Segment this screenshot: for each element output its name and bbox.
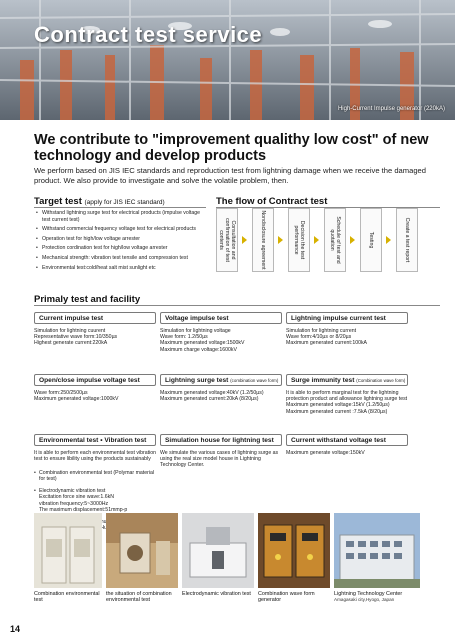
divider <box>34 207 206 208</box>
test-box-voltage-impulse: Voltage impulse test Simulation for lightning voltage Wave form: 1.2/50µs Maximum generated voltage:1500kV Maximum charge voltage:1600kV <box>160 312 282 353</box>
flow-title: The flow of Contract test <box>216 196 328 207</box>
photo-environmental-chamber <box>34 513 102 588</box>
list-item: • Protection cordination test for high/low voltage arrester <box>36 245 206 252</box>
flow-arrow-icon <box>350 236 355 244</box>
flow-arrow-icon <box>278 236 283 244</box>
intro-text: We perform based on JIS IEC standards and reproduction test from lightning damage when we receive the damaged product. We also provide to investigate and solve the volatile problem, then. <box>34 166 427 185</box>
page-title: Contract test service <box>34 22 263 47</box>
divider <box>34 305 440 306</box>
test-box-lightning-surge: Lightning surge test (combination wave form) Maximum generated voltage:40kV (1.2/50µs) Maximum generated current:20kA (8/20µs) <box>160 374 282 402</box>
test-box-open-close-impulse: Open/close impulse voltage test Wave form:250/2500µs Maximum generated voltage:1000kV <box>34 374 156 402</box>
test-box-current-impulse: Current impulse test Simulation for lightning cuurent Representative wave form:10/350µs Highest generate current:220kA <box>34 312 156 347</box>
list-item: • Combination environmental test (Polymar material for test) <box>34 470 156 482</box>
flow-chart <box>216 208 446 274</box>
flow-step: Create a test report <box>396 208 418 272</box>
test-box-current-withstand-voltage: Current withstand voltage test Maximum generate voltage:150kV <box>286 434 408 456</box>
photo-lightning-technology-center <box>334 513 420 588</box>
test-box-surge-immunity: Surge immunity test (Combination wave form) It is able to perform marginal test for the lightning protection product and allowance lightning surge test Maximum generated voltage:15kV (1.2/50µs) Maximum generated current :7.5kA (8/20µs) <box>286 374 408 415</box>
target-test-title: Target test (apply for JIS IEC standard) <box>34 196 165 207</box>
flow-step: Decision the test performance <box>288 208 310 272</box>
hero-caption: High-Current Impulse generator (220kA) <box>337 106 445 112</box>
flow-step: Consultation and confirmation of test contents <box>216 208 238 272</box>
list-item: • Withstand commercial frequency voltage test for electrical products <box>36 226 206 233</box>
photo-caption: the situation of combination environmental test <box>106 591 172 604</box>
flow-arrow-icon <box>314 236 319 244</box>
list-item: • Environmental test:cold/heat salt mist sunlight etc <box>36 265 206 272</box>
hero-photo <box>0 0 455 120</box>
photo-wave-form-generator <box>258 513 330 588</box>
primary-test-title: Primaly test and facility <box>34 294 141 305</box>
test-box-environmental-vibration: Environmental test • Vibration test It is able to perform each environmental test vibration test to ensure libility using the products sustainably • Combination environmental test (Polymar material for test) • Electrodynamic vibration test Excitation force sine wave:1.6kN vibration frequency:5~3000Hz The maximum displacement:51mmp-p • <box>34 434 156 538</box>
photo-combination-situation <box>106 513 178 588</box>
photo-caption: Combination environmental test <box>34 591 100 604</box>
flow-arrow-icon <box>242 236 247 244</box>
photo-vibration-test <box>182 513 254 588</box>
flow-step: Schedule of test and quotation <box>324 208 346 272</box>
headline: We contribute to "improvement qualithy low cost" of new technology and develop products <box>34 132 429 164</box>
list-item: • Operation test for high/low voltage arrester <box>36 236 206 243</box>
photo-caption: Lightning Technology Center Amagasaki city,Hyogo, Japan <box>334 591 403 603</box>
hero-banner <box>0 0 455 120</box>
list-item: • Electrodynamic vibration test Excitation force sine wave:1.6kN vibration frequency:5~3000Hz The maximum displacement:51mmp-p <box>34 488 156 513</box>
list-item: • Withstand lightning surge test for electrical products (impulse voltage test current test) <box>36 210 206 223</box>
page-number: 14 <box>10 624 21 634</box>
photo-caption: Electrodynamic vibration test <box>182 591 251 597</box>
flow-step: Nondisclosure agreement <box>252 208 274 272</box>
list-item: • Mechanical strength: vibration test tensile and compression test <box>36 255 206 262</box>
flow-arrow-icon <box>386 236 391 244</box>
photo-caption: Combination wave form generator <box>258 591 315 604</box>
flow-step: Testing <box>360 208 382 272</box>
target-test-list <box>36 210 206 274</box>
test-box-lightning-impulse-current: Lightning impulse current test Simulation for lightning current Wave form:4/10µs or 8/20µs Maximum generated current:100kA <box>286 312 408 347</box>
test-box-simulation-house: Simulation house for lightning test We simulate the various cases of lightning surge as using the real size model house in Lightning Technology Center. <box>160 434 282 469</box>
